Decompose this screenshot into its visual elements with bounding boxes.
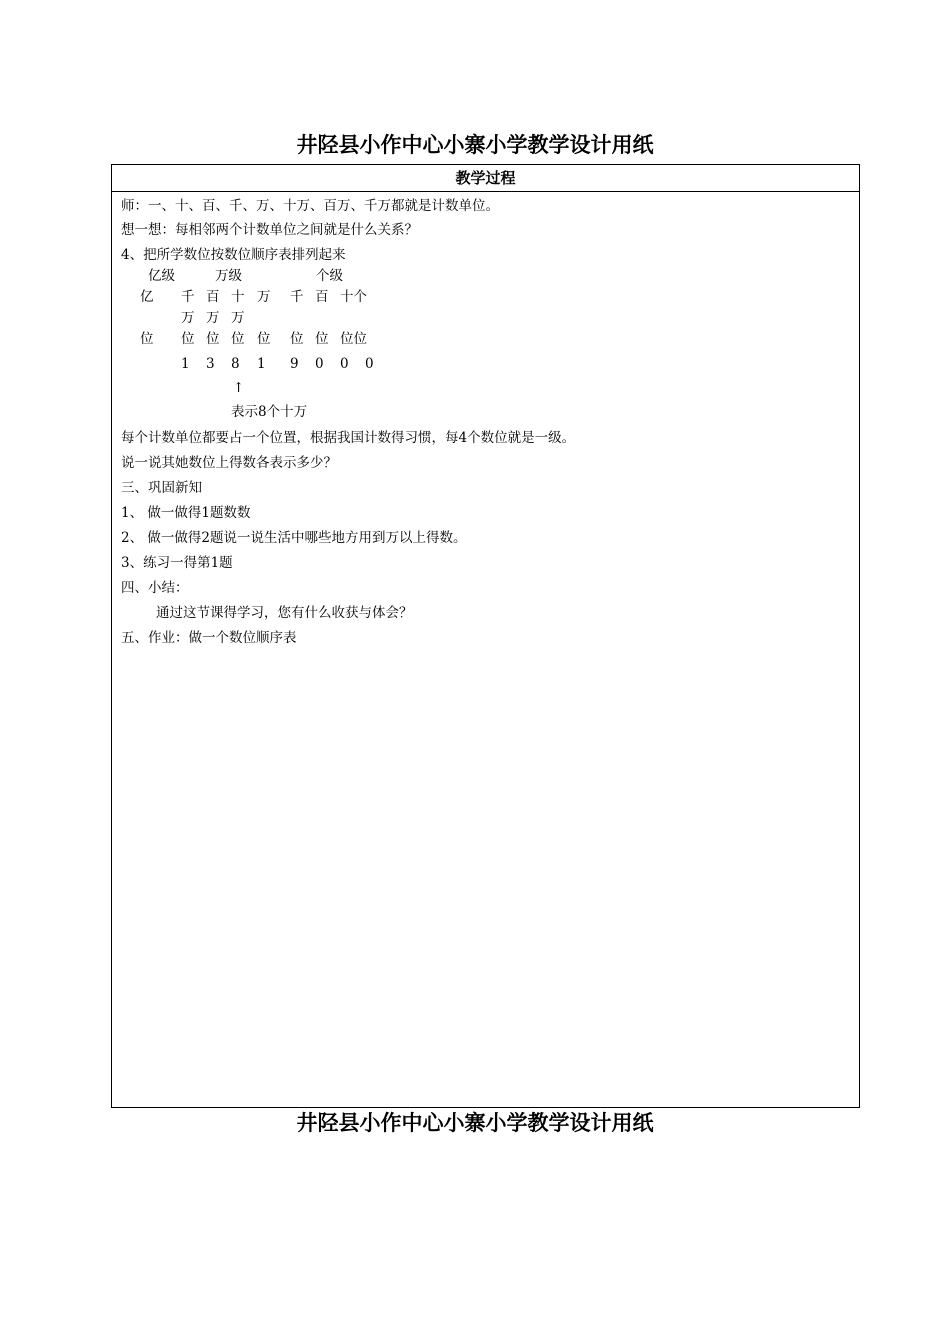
digit: 0 [340,356,349,372]
place-name: 千 [290,289,304,305]
digit: 1 [181,356,190,372]
digit: 9 [290,356,299,372]
arrow-up-icon: ↑ [233,380,245,396]
level-label-yi: 亿级 [148,268,175,284]
text-line: 通过这节课得学习，您有什么收获与体会？ [156,605,413,621]
text-line: 想一想：每相邻两个计数单位之间就是什么关系？ [121,222,418,238]
place-name: 位位 [340,331,367,347]
place-name: 百 [206,289,220,305]
digit: 1 [257,356,266,372]
table-header: 教学过程 [112,165,859,192]
digit: 0 [315,356,324,372]
place-name: 位 [140,331,154,347]
place-name: 位 [257,331,271,347]
level-label-wan: 万级 [215,268,242,284]
text-line: 五、作业：做一个数位顺序表 [121,630,297,646]
lesson-content [112,193,859,1103]
place-name: 万 [231,310,245,326]
arrow-note: 表示8个十万 [231,404,308,420]
text-line: 3、练习一得第1题 [121,555,233,571]
place-name: 万 [181,310,195,326]
text-line: 四、小结： [121,580,189,596]
place-name: 位 [290,331,304,347]
page-footer-title: 井陉县小作中心小寨小学教学设计用纸 [296,1111,654,1135]
digit: 8 [231,356,240,372]
page-title: 井陉县小作中心小寨小学教学设计用纸 [296,133,654,157]
text-line: 师：一、十、百、千、万、十万、百万、千万都就是计数单位。 [121,198,499,214]
lesson-table [111,164,860,1108]
place-name: 千 [181,289,195,305]
text-line: 三、巩固新知 [121,480,202,496]
place-name: 位 [315,331,329,347]
digit: 0 [365,356,374,372]
text-line: 4、把所学数位按数位顺序表排列起来 [121,247,346,263]
place-name: 万 [206,310,220,326]
place-name: 位 [181,331,195,347]
place-name: 十 [231,289,245,305]
place-name: 亿 [140,289,154,305]
text-line: 说一说其她数位上得数各表示多少？ [121,455,337,471]
digit: 3 [206,356,215,372]
place-name: 位 [231,331,245,347]
text-line: 每个计数单位都要占一个位置，根据我国计数得习惯，每4个数位就是一级。 [121,430,576,446]
place-name: 十个 [340,289,367,305]
level-label-ge: 个级 [316,268,343,284]
text-line: 2、 做一做得2题说一说生活中哪些地方用到万以上得数。 [121,530,467,546]
place-name: 位 [206,331,220,347]
place-name: 万 [257,289,271,305]
text-line: 1、 做一做得1题数数 [121,505,251,521]
place-name: 百 [315,289,329,305]
